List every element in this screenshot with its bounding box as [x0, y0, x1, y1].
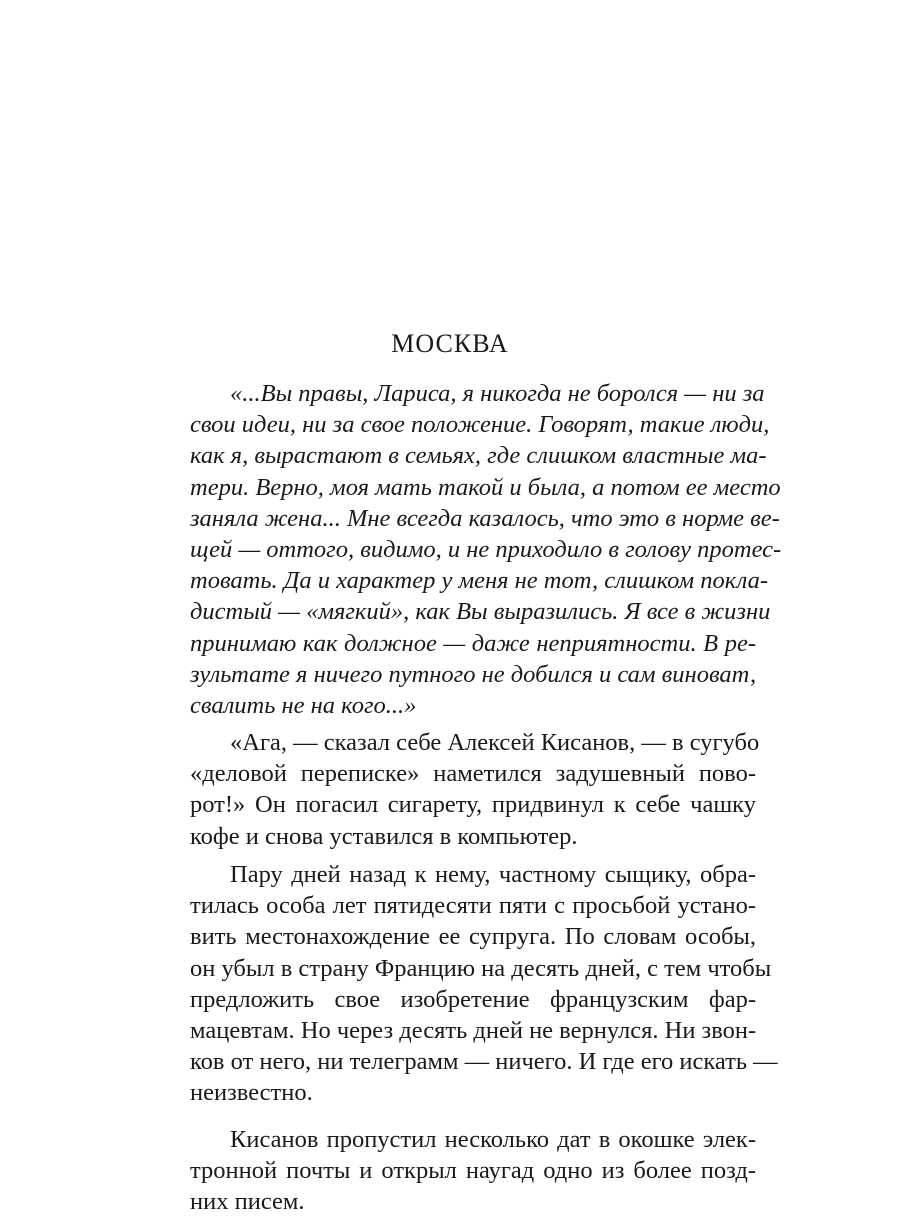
text-line: свалить не на кого...» — [190, 691, 417, 719]
text-line: «Ага, — сказал себе Алексей Кисанов, — в сугубо — [230, 729, 760, 756]
paragraph-client-request — [190, 859, 778, 1109]
text-line: тилась особа лет пятидесяти пяти с просьбой устано- — [190, 892, 756, 920]
text-line: предложить свое изобретение французским фар- — [190, 985, 756, 1013]
text-line: «деловой переписке» наметился задушевный пово- — [190, 760, 756, 788]
text-line: неизвестно. — [190, 1079, 313, 1107]
text-line: как я, вырастают в семьях, где слишком властные ма- — [190, 442, 767, 470]
text-line: свои идеи, ни за свое положение. Говорят, такие люди, — [190, 411, 770, 439]
paragraph-kisanov-reaction — [190, 727, 760, 852]
text-line: товать. Да и характер у меня не тот, слишком покла- — [190, 567, 769, 595]
chapter-title: МОСКВА — [391, 329, 509, 358]
text-line: тери. Верно, моя мать такой и была, а потом ее место — [190, 473, 781, 501]
text-line: Кисанов пропустил несколько дат в окошке элек- — [230, 1126, 756, 1153]
text-line: мацевтам. Но через десять дней не вернулся. Ни звон- — [190, 1016, 757, 1044]
paragraph-email-browse — [190, 1124, 756, 1218]
text-line: принимаю как должное — даже неприятности. В ре- — [190, 629, 756, 657]
text-line: ков от него, ни телеграмм — ничего. И где его искать — — [190, 1048, 778, 1076]
paragraph-letter-quote — [190, 378, 782, 721]
text-line: щей — оттого, видимо, и не приходило в голову протес- — [190, 535, 782, 563]
text-line: зультате я ничего путного не добился и сам виноват, — [190, 660, 757, 688]
text-line: заняла жена... Мне всегда казалось, что это в норме ве- — [190, 504, 780, 532]
text-line: «...Вы правы, Лариса, я никогда не боролся — ни за — [230, 380, 765, 407]
text-line: них писем. — [190, 1188, 305, 1216]
text-line: кофе и снова уставился в компьютер. — [190, 822, 578, 850]
text-line: тронной почты и открыл наугад одно из более позд- — [190, 1157, 756, 1185]
text-line: он убыл в страну Францию на десять дней, с тем чтобы — [190, 954, 772, 982]
text-line: вить местонахождение ее супруга. По словам особы, — [190, 923, 756, 951]
text-line: дистый — «мягкий», как Вы выразились. Я все в жизни — [190, 598, 771, 626]
text-line: рот!» Он погасил сигарету, придвинул к себе чашку — [190, 791, 756, 819]
text-line: Пару дней назад к нему, частному сыщику, обра- — [230, 861, 756, 888]
